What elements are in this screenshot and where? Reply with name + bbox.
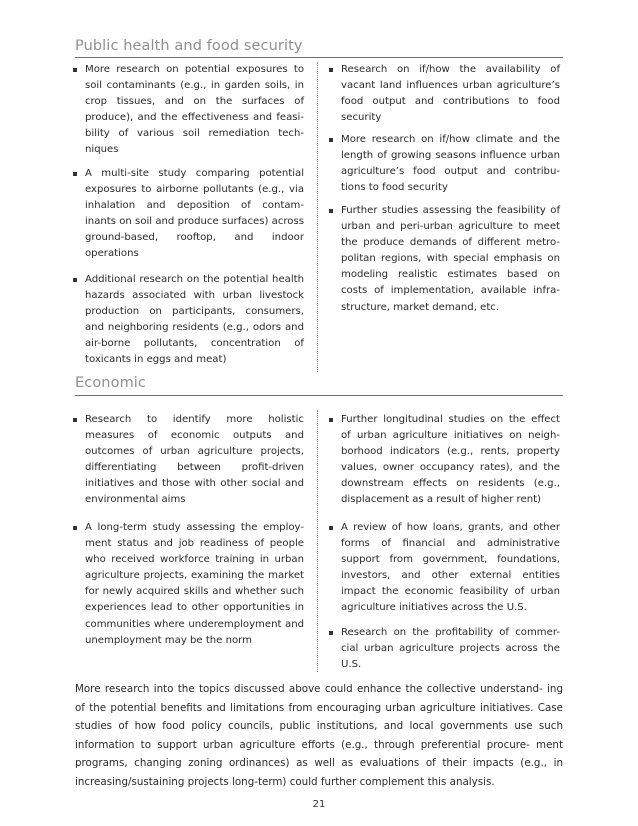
list-item: More research on if/how climate and the length of growing seasons influence urban agriculture’s food output and contribu- tions to food security [328, 132, 560, 196]
economic-right-column [328, 520, 560, 617]
page-number: 21 [312, 799, 326, 810]
bullet-icon [329, 138, 333, 142]
list-item: Additional research on the potential health hazards associated with urban livestock production on participants, consumers, and neighboring residents (e.g., odors and air-borne pollutants, concentration of toxicants in eggs and meat) [72, 272, 304, 369]
bullet-icon [329, 68, 333, 72]
bullet-icon [73, 526, 77, 530]
bullet-icon [73, 68, 77, 72]
list-item: Further studies assessing the feasibility of urban and peri-urban agriculture to meet the produce demands of different metro- politan regions, with special emphasis on modeling realistic estimates based on costs of implementation, available infra- structure, market demand, etc. [328, 203, 560, 316]
column-divider [317, 62, 318, 372]
public-health-left-column [72, 62, 304, 159]
list-item: Research on the profitability of commer- cial urban agriculture projects across the U.S. [328, 625, 560, 673]
economic-left-column [72, 412, 304, 509]
closing-paragraph: More research into the topics discussed above could enhance the collective understand- ing of the potential benefits and limitations from encouraging urban agriculture initiatives. Case studies of how food policy councils, public institutions, and local governments use such information to support urban agriculture efforts (e.g., through preferential procure- ment programs, changing zoning ordinances) as well as evaluations of their impacts (e.g., in increasing/sustaining projects long-term) could further complement this analysis. [75, 683, 563, 788]
economic-right-column [328, 412, 560, 509]
list-item: More research on potential exposures to soil contaminants (e.g., in garden soils, in crop tissues, and on the surfaces of produce), and the effectiveness and feasi- bility of various soil remediation tech- niques [72, 62, 304, 159]
public-health-right-column [328, 62, 560, 126]
bullet-icon [73, 278, 77, 282]
economic-left-column [72, 520, 304, 649]
list-item: Research on if/how the availability of vacant land influences urban agriculture’s food output and contributions to food security [328, 62, 560, 126]
public-health-left-column [72, 166, 304, 263]
section-rule [75, 57, 563, 58]
list-item: Research to identify more holistic measures of economic outputs and outcomes of urban agriculture projects, differentiating between profit-driven initiatives and those with other social and environmental aims [72, 412, 304, 509]
section-title-economic: Economic [75, 375, 146, 391]
list-item: A multi-site study comparing potential exposures to airborne pollutants (e.g., via inhalation and deposition of contam- inants on soil and produce surfaces) across ground-based, rooftop, and indoor operations [72, 166, 304, 263]
bullet-icon [329, 526, 333, 530]
section-title-public-health: Public health and food security [75, 38, 303, 54]
bullet-icon [329, 209, 333, 213]
bullet-icon [73, 418, 77, 422]
public-health-right-column [328, 203, 560, 316]
list-item: A long-term study assessing the employ- ment status and job readiness of people who received workforce training in urban agriculture projects, examining the market for newly acquired skills and whether such experiences lead to other opportunities in communities where underemployment and unemployment may be the norm [72, 520, 304, 649]
economic-right-column [328, 625, 560, 673]
column-divider [317, 410, 318, 672]
bullet-icon [329, 418, 333, 422]
bullet-icon [73, 172, 77, 176]
public-health-left-column [72, 272, 304, 369]
list-item: A review of how loans, grants, and other forms of financial and administrative support from government, foundations, investors, and other external entities impact the economic feasibility of urban agriculture initiatives across the U.S. [328, 520, 560, 617]
bullet-icon [329, 631, 333, 635]
section-rule [75, 395, 563, 396]
public-health-right-column [328, 132, 560, 196]
list-item: Further longitudinal studies on the effect of urban agriculture initiatives on neigh- borhood indicators (e.g., rents, property values, owner occupancy rates), and the downstream effects on residents (e.g., displacement as a result of higher rent) [328, 412, 560, 509]
